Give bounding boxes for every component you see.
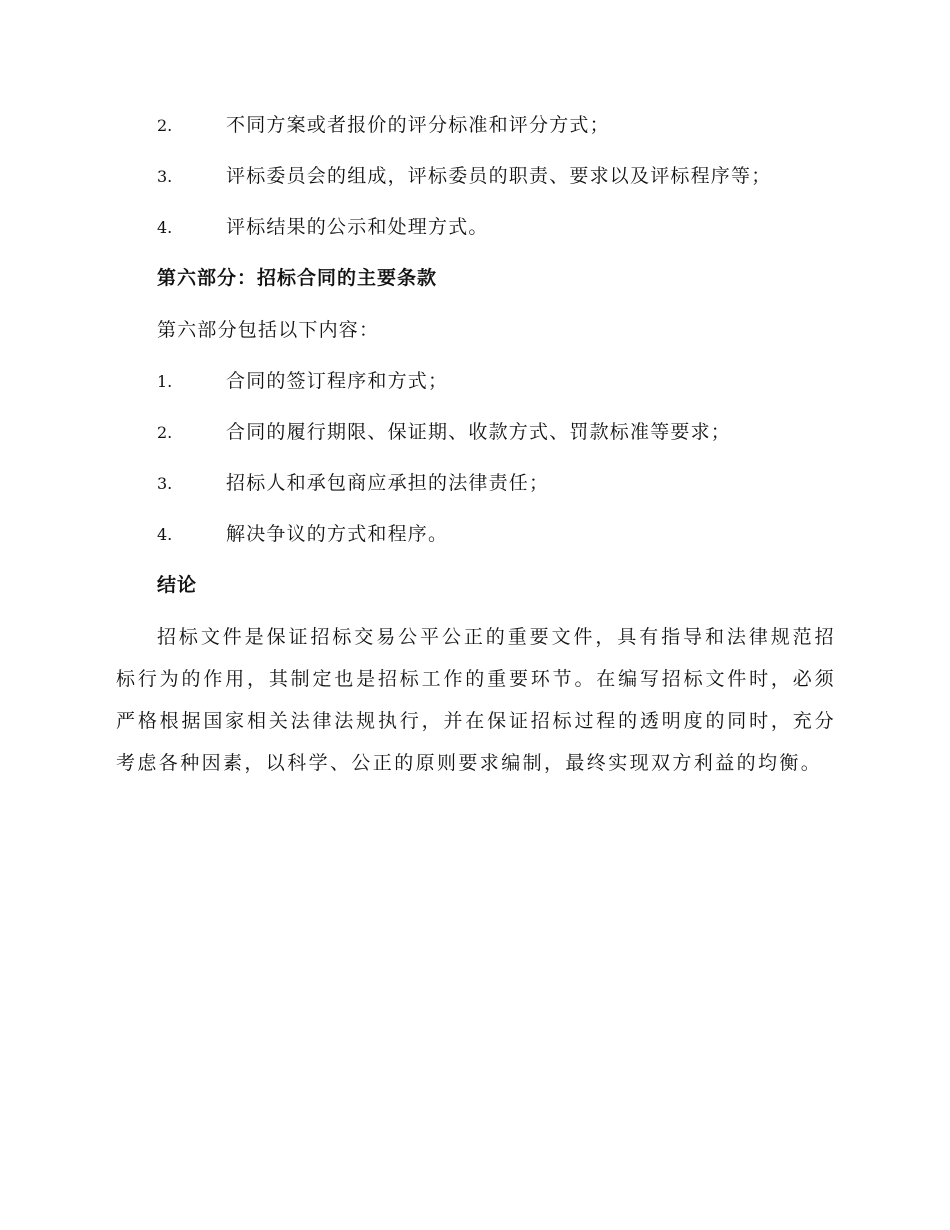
- list-number: 4.: [157, 525, 173, 544]
- list-item: [116, 161, 836, 212]
- list-item: [116, 519, 836, 570]
- list-text: 评标结果的公示和处理方式。: [226, 216, 489, 238]
- list-text: 解决争议的方式和程序。: [226, 523, 449, 545]
- list-number: 1.: [157, 372, 173, 391]
- conclusion-paragraph: 招标文件是保证招标交易公平公正的重要文件，具有指导和法律规范招标行为的作用，其制定也是招标工作的重要环节。在编写招标文件时，必须严格根据国家相关法律法规执行，并在保证招标过程的透明度的同时，充分考虑各种因素，以科学、公正的原则要求编制，最终实现双方利益的均衡。: [116, 626, 836, 774]
- section-heading: 第六部分：招标合同的主要条款: [157, 267, 438, 289]
- list-item: [116, 468, 836, 519]
- list-number: 4.: [157, 218, 173, 237]
- list-number: 3.: [157, 474, 173, 493]
- list-number: 3.: [157, 167, 173, 186]
- conclusion-heading: 结论: [157, 574, 198, 596]
- section-intro: 第六部分包括以下内容：: [157, 319, 380, 341]
- list-item: [116, 212, 836, 263]
- list-text: 招标人和承包商应承担的法律责任；: [226, 472, 550, 494]
- list-number: 2.: [157, 116, 173, 135]
- list-text: 合同的签订程序和方式；: [226, 370, 449, 392]
- list-text: 合同的履行期限、保证期、收款方式、罚款标准等要求；: [226, 421, 732, 443]
- list-number: 2.: [157, 423, 173, 442]
- list-item: [116, 417, 836, 468]
- document-content: [116, 110, 836, 784]
- list-text: 评标委员会的组成，评标委员的职责、要求以及评标程序等；: [226, 165, 772, 187]
- list-item: [116, 366, 836, 417]
- list-text: 不同方案或者报价的评分标准和评分方式；: [226, 114, 610, 136]
- list-item: [116, 110, 836, 161]
